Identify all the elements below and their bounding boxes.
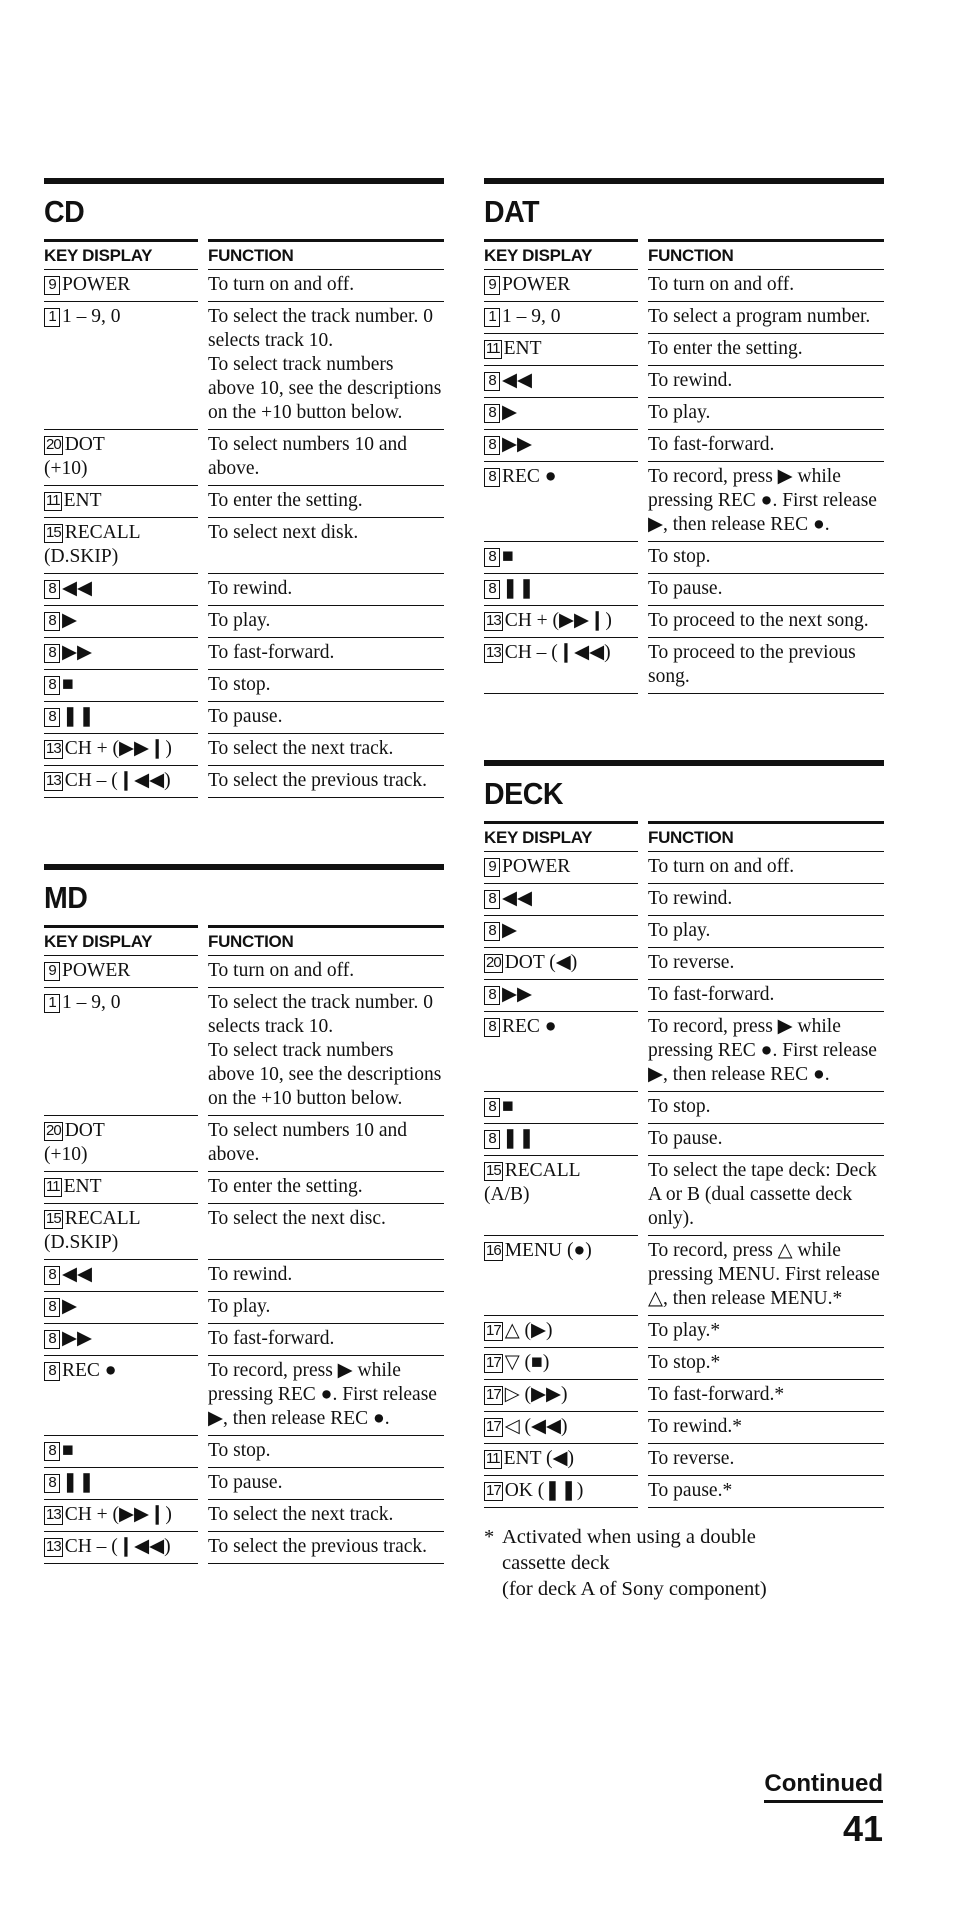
key-number-badge: 8 bbox=[484, 986, 500, 1005]
function-cell: To rewind. bbox=[648, 366, 884, 398]
key-display-cell bbox=[44, 702, 198, 734]
function-cell: To record, press ▶ while pressing REC ●. First release ▶, then release REC ●. bbox=[208, 1356, 444, 1436]
function-cell: To fast-forward. bbox=[208, 1324, 444, 1356]
key-display-cell bbox=[44, 1356, 198, 1436]
key-number-badge: 17 bbox=[486, 1386, 501, 1403]
key-number-badge: 17 bbox=[486, 1354, 501, 1371]
key-number-badge: 11 bbox=[486, 340, 500, 357]
key-number-badge: 8 bbox=[484, 372, 500, 391]
key-label: CH + (▶▶❙) bbox=[64, 738, 172, 759]
key-number-badge: 9 bbox=[484, 858, 500, 877]
function-cell: To select the previous track. bbox=[208, 1532, 444, 1564]
table-row bbox=[44, 766, 444, 798]
key-label: ■ bbox=[502, 546, 514, 567]
key-label: ◀◀ bbox=[62, 1264, 92, 1285]
function-cell: To play. bbox=[208, 606, 444, 638]
dat-section bbox=[484, 178, 884, 694]
table-row bbox=[484, 638, 884, 694]
key-label: DOT (+10) bbox=[44, 1120, 105, 1165]
key-number-badge: 20 bbox=[46, 436, 61, 453]
key-display-header: KEY DISPLAY bbox=[484, 239, 638, 270]
key-display-cell bbox=[44, 638, 198, 670]
key-display-cell bbox=[484, 1444, 638, 1476]
key-number-badge: 8 bbox=[44, 1474, 60, 1493]
function-cell: To record, press ▶ while pressing REC ●. First release ▶, then release REC ●. bbox=[648, 1012, 884, 1092]
table-row bbox=[44, 670, 444, 702]
key-display-cell bbox=[484, 980, 638, 1012]
key-display-cell bbox=[44, 988, 198, 1116]
key-display-cell bbox=[484, 302, 638, 334]
table-row bbox=[484, 948, 884, 980]
function-header: FUNCTION bbox=[648, 821, 884, 852]
key-display-cell bbox=[484, 1316, 638, 1348]
table-row bbox=[484, 334, 884, 366]
table-row bbox=[44, 734, 444, 766]
key-label: △ (▶) bbox=[504, 1320, 553, 1341]
footnote-text: Activated when using a double cassette deck (for deck A of Sony component) bbox=[502, 1526, 767, 1600]
key-label: CH – (❙◀◀) bbox=[504, 642, 611, 663]
function-cell: To turn on and off. bbox=[208, 956, 444, 988]
key-number-badge: 13 bbox=[486, 612, 501, 629]
key-table bbox=[484, 239, 884, 694]
function-cell: To select a program number. bbox=[648, 302, 884, 334]
key-label: ■ bbox=[62, 1440, 74, 1461]
key-number-badge: 13 bbox=[46, 772, 61, 789]
key-display-cell bbox=[484, 462, 638, 542]
key-number-badge: 8 bbox=[44, 676, 60, 695]
table-row bbox=[484, 1476, 884, 1508]
key-label: RECALL (D.SKIP) bbox=[44, 1208, 141, 1253]
key-label: RECALL (D.SKIP) bbox=[44, 522, 141, 567]
key-number-badge: 8 bbox=[484, 1098, 500, 1117]
key-label: MENU (●) bbox=[504, 1240, 592, 1261]
key-number-badge: 13 bbox=[46, 740, 61, 757]
key-label: ■ bbox=[62, 674, 74, 695]
key-display-cell bbox=[484, 1012, 638, 1092]
key-label: POWER bbox=[502, 856, 571, 877]
key-number-badge: 8 bbox=[44, 1442, 60, 1461]
function-cell: To play.* bbox=[648, 1316, 884, 1348]
key-display-cell bbox=[484, 638, 638, 694]
key-display-cell bbox=[44, 574, 198, 606]
key-label: ◀◀ bbox=[502, 370, 532, 391]
function-cell: To turn on and off. bbox=[648, 270, 884, 302]
key-number-badge: 1 bbox=[44, 308, 60, 327]
key-number-badge: 13 bbox=[486, 644, 501, 661]
function-cell: To play. bbox=[208, 1292, 444, 1324]
key-label: CH – (❙◀◀) bbox=[64, 1536, 171, 1557]
key-display-cell bbox=[484, 398, 638, 430]
function-cell: To reverse. bbox=[648, 948, 884, 980]
key-label: POWER bbox=[62, 274, 131, 295]
key-display-cell bbox=[484, 1156, 638, 1236]
table-row bbox=[44, 702, 444, 734]
key-display-cell bbox=[44, 1532, 198, 1564]
footnote bbox=[484, 1524, 884, 1602]
key-label: ▶▶ bbox=[62, 642, 92, 663]
function-cell: To fast-forward. bbox=[648, 980, 884, 1012]
key-label: POWER bbox=[62, 960, 131, 981]
table-row bbox=[44, 518, 444, 574]
table-row bbox=[44, 1468, 444, 1500]
function-cell: To fast-forward. bbox=[208, 638, 444, 670]
function-cell: To play. bbox=[648, 916, 884, 948]
key-display-cell bbox=[44, 1204, 198, 1260]
key-number-badge: 13 bbox=[46, 1538, 61, 1555]
function-cell: To rewind. bbox=[208, 574, 444, 606]
table-row bbox=[44, 1172, 444, 1204]
function-cell: To select the tape deck: Deck A or B (dual cassette deck only). bbox=[648, 1156, 884, 1236]
key-label: 1 – 9, 0 bbox=[502, 306, 561, 327]
key-label: ▷ (▶▶) bbox=[504, 1384, 568, 1405]
key-label: ▽ (■) bbox=[504, 1352, 550, 1373]
deck-section bbox=[484, 760, 884, 1602]
key-number-badge: 8 bbox=[484, 404, 500, 423]
key-display-cell bbox=[484, 1412, 638, 1444]
table-row bbox=[44, 1324, 444, 1356]
right-column bbox=[484, 178, 884, 1602]
key-number-badge: 17 bbox=[486, 1418, 501, 1435]
section-title: DECK bbox=[484, 776, 563, 811]
key-label: ❚❚ bbox=[502, 578, 535, 599]
table-row bbox=[484, 1444, 884, 1476]
function-cell: To play. bbox=[648, 398, 884, 430]
key-label: CH – (❙◀◀) bbox=[64, 770, 171, 791]
table-row bbox=[484, 1316, 884, 1348]
table-row bbox=[44, 1292, 444, 1324]
key-display-cell bbox=[44, 1172, 198, 1204]
function-cell: To rewind. bbox=[208, 1260, 444, 1292]
key-display-cell bbox=[484, 430, 638, 462]
table-row bbox=[484, 462, 884, 542]
key-label: 1 – 9, 0 bbox=[62, 306, 121, 327]
key-label: OK (❚❚) bbox=[504, 1480, 584, 1501]
function-cell: To pause. bbox=[648, 574, 884, 606]
key-display-cell bbox=[484, 948, 638, 980]
table-row bbox=[484, 302, 884, 334]
key-display-cell bbox=[44, 1116, 198, 1172]
continued-label: Continued bbox=[764, 1770, 883, 1803]
key-number-badge: 8 bbox=[484, 1018, 500, 1037]
key-number-badge: 1 bbox=[44, 994, 60, 1013]
key-label: ❚❚ bbox=[502, 1128, 535, 1149]
key-display-header: KEY DISPLAY bbox=[484, 821, 638, 852]
key-number-badge: 8 bbox=[484, 548, 500, 567]
key-number-badge: 1 bbox=[484, 308, 500, 327]
table-row bbox=[44, 606, 444, 638]
key-number-badge: 8 bbox=[44, 1362, 60, 1381]
key-label: ▶▶ bbox=[62, 1328, 92, 1349]
key-display-cell bbox=[44, 1260, 198, 1292]
table-row bbox=[44, 486, 444, 518]
key-number-badge: 8 bbox=[44, 612, 60, 631]
key-display-cell bbox=[44, 1468, 198, 1500]
key-label: ▶ bbox=[62, 610, 77, 631]
key-display-cell bbox=[44, 302, 198, 430]
table-row bbox=[484, 606, 884, 638]
key-display-cell bbox=[484, 1124, 638, 1156]
key-label: ENT bbox=[63, 490, 102, 511]
table-row bbox=[44, 1204, 444, 1260]
table-row bbox=[484, 1380, 884, 1412]
key-display-cell bbox=[484, 852, 638, 884]
function-cell: To pause. bbox=[648, 1124, 884, 1156]
key-display-header: KEY DISPLAY bbox=[44, 239, 198, 270]
function-cell: To pause.* bbox=[648, 1476, 884, 1508]
key-label: DOT (◀) bbox=[504, 952, 578, 973]
key-display-cell bbox=[44, 270, 198, 302]
key-number-badge: 8 bbox=[484, 580, 500, 599]
key-label: ▶ bbox=[62, 1296, 77, 1317]
key-label: POWER bbox=[502, 274, 571, 295]
table-row bbox=[44, 1260, 444, 1292]
key-display-cell bbox=[484, 1092, 638, 1124]
key-label: ENT bbox=[503, 338, 542, 359]
key-display-cell bbox=[484, 884, 638, 916]
key-number-badge: 11 bbox=[46, 492, 60, 509]
key-number-badge: 8 bbox=[484, 922, 500, 941]
key-display-cell bbox=[484, 916, 638, 948]
key-number-badge: 15 bbox=[486, 1162, 501, 1179]
key-label: ◀◀ bbox=[62, 578, 92, 599]
key-number-badge: 8 bbox=[484, 890, 500, 909]
section-title: MD bbox=[44, 880, 88, 915]
key-label: CH + (▶▶❙) bbox=[504, 610, 612, 631]
function-cell: To stop. bbox=[208, 670, 444, 702]
function-cell: To fast-forward. bbox=[648, 430, 884, 462]
function-cell: To stop.* bbox=[648, 1348, 884, 1380]
table-row bbox=[44, 1116, 444, 1172]
function-cell: To select the previous track. bbox=[208, 766, 444, 798]
table-row bbox=[484, 270, 884, 302]
function-header: FUNCTION bbox=[208, 239, 444, 270]
function-cell: To enter the setting. bbox=[648, 334, 884, 366]
table-row bbox=[44, 1356, 444, 1436]
function-cell: To proceed to the previous song. bbox=[648, 638, 884, 694]
key-table bbox=[484, 821, 884, 1508]
key-number-badge: 15 bbox=[46, 524, 61, 541]
section-title: DAT bbox=[484, 194, 540, 229]
function-cell: To select next disk. bbox=[208, 518, 444, 574]
key-display-cell bbox=[484, 366, 638, 398]
function-cell: To select the next track. bbox=[208, 734, 444, 766]
key-number-badge: 20 bbox=[46, 1122, 61, 1139]
table-row bbox=[484, 852, 884, 884]
table-row bbox=[484, 1348, 884, 1380]
function-header: FUNCTION bbox=[208, 925, 444, 956]
key-label: ■ bbox=[502, 1096, 514, 1117]
key-label: DOT (+10) bbox=[44, 434, 105, 479]
key-number-badge: 15 bbox=[46, 1210, 61, 1227]
function-cell: To turn on and off. bbox=[208, 270, 444, 302]
table-row bbox=[44, 302, 444, 430]
key-label: ❚❚ bbox=[62, 706, 95, 727]
key-display-header: KEY DISPLAY bbox=[44, 925, 198, 956]
key-number-badge: 17 bbox=[486, 1482, 501, 1499]
key-display-cell bbox=[44, 518, 198, 574]
key-display-cell bbox=[44, 486, 198, 518]
key-display-cell bbox=[484, 270, 638, 302]
table-row bbox=[484, 884, 884, 916]
key-display-cell bbox=[484, 606, 638, 638]
page-number: 41 bbox=[842, 1808, 883, 1849]
key-number-badge: 9 bbox=[484, 276, 500, 295]
key-label: REC ● bbox=[502, 1016, 557, 1037]
function-cell: To stop. bbox=[648, 542, 884, 574]
key-label: RECALL (A/B) bbox=[484, 1160, 581, 1205]
function-cell: To stop. bbox=[208, 1436, 444, 1468]
table-row bbox=[484, 574, 884, 606]
function-cell: To rewind. bbox=[648, 884, 884, 916]
key-number-badge: 20 bbox=[486, 954, 501, 971]
key-display-cell bbox=[44, 734, 198, 766]
md-section bbox=[44, 864, 444, 1564]
key-number-badge: 8 bbox=[44, 1330, 60, 1349]
table-row bbox=[484, 1412, 884, 1444]
key-label: ▶ bbox=[502, 402, 517, 423]
left-column bbox=[44, 178, 444, 1630]
key-number-badge: 11 bbox=[46, 1178, 60, 1195]
key-number-badge: 9 bbox=[44, 276, 60, 295]
key-display-cell bbox=[44, 766, 198, 798]
function-cell: To rewind.* bbox=[648, 1412, 884, 1444]
key-number-badge: 11 bbox=[486, 1450, 500, 1467]
key-number-badge: 8 bbox=[484, 436, 500, 455]
table-row bbox=[44, 1500, 444, 1532]
function-cell: To select the track number. 0 selects track 10. To select track numbers above 10, see the descriptions on the +10 button below. bbox=[208, 988, 444, 1116]
table-row bbox=[44, 1532, 444, 1564]
table-row bbox=[484, 1156, 884, 1236]
function-header: FUNCTION bbox=[648, 239, 884, 270]
function-cell: To enter the setting. bbox=[208, 1172, 444, 1204]
key-display-cell bbox=[44, 1500, 198, 1532]
function-cell: To fast-forward.* bbox=[648, 1380, 884, 1412]
key-label: CH + (▶▶❙) bbox=[64, 1504, 172, 1525]
key-display-cell bbox=[484, 1476, 638, 1508]
key-display-cell bbox=[484, 334, 638, 366]
key-display-cell bbox=[44, 1436, 198, 1468]
key-display-cell bbox=[44, 430, 198, 486]
key-number-badge: 8 bbox=[44, 1298, 60, 1317]
key-display-cell bbox=[484, 574, 638, 606]
function-cell: To select the next track. bbox=[208, 1500, 444, 1532]
function-cell: To proceed to the next song. bbox=[648, 606, 884, 638]
function-cell: To pause. bbox=[208, 1468, 444, 1500]
key-number-badge: 9 bbox=[44, 962, 60, 981]
table-row bbox=[44, 638, 444, 670]
table-row bbox=[484, 1092, 884, 1124]
cd-section bbox=[44, 178, 444, 798]
key-table bbox=[44, 239, 444, 798]
table-row bbox=[484, 916, 884, 948]
function-cell: To turn on and off. bbox=[648, 852, 884, 884]
function-cell: To reverse. bbox=[648, 1444, 884, 1476]
key-label: 1 – 9, 0 bbox=[62, 992, 121, 1013]
key-display-cell bbox=[44, 606, 198, 638]
key-label: ENT bbox=[63, 1176, 102, 1197]
key-number-badge: 8 bbox=[44, 708, 60, 727]
key-display-cell bbox=[44, 1324, 198, 1356]
table-row bbox=[484, 1124, 884, 1156]
key-label: REC ● bbox=[502, 466, 557, 487]
footnote-mark: * bbox=[484, 1526, 495, 1548]
key-table bbox=[44, 925, 444, 1564]
function-cell: To select the next disc. bbox=[208, 1204, 444, 1260]
key-number-badge: 13 bbox=[46, 1506, 61, 1523]
key-display-cell bbox=[44, 670, 198, 702]
key-label: ENT (◀) bbox=[503, 1448, 574, 1469]
key-number-badge: 8 bbox=[44, 580, 60, 599]
key-number-badge: 8 bbox=[44, 1266, 60, 1285]
key-label: ❚❚ bbox=[62, 1472, 95, 1493]
table-row bbox=[44, 1436, 444, 1468]
section-title: CD bbox=[44, 194, 85, 229]
key-label: ▶▶ bbox=[502, 984, 532, 1005]
table-row bbox=[484, 398, 884, 430]
key-label: ▶ bbox=[502, 920, 517, 941]
function-cell: To record, press △ while pressing MENU. First release △, then release MENU.* bbox=[648, 1236, 884, 1316]
key-display-cell bbox=[484, 1348, 638, 1380]
key-number-badge: 8 bbox=[484, 468, 500, 487]
key-label: ◀◀ bbox=[502, 888, 532, 909]
function-cell: To pause. bbox=[208, 702, 444, 734]
function-cell: To record, press ▶ while pressing REC ●. First release ▶, then release REC ●. bbox=[648, 462, 884, 542]
key-display-cell bbox=[44, 956, 198, 988]
function-cell: To select numbers 10 and above. bbox=[208, 430, 444, 486]
key-display-cell bbox=[484, 542, 638, 574]
key-number-badge: 8 bbox=[44, 644, 60, 663]
key-label: REC ● bbox=[62, 1360, 117, 1381]
function-cell: To enter the setting. bbox=[208, 486, 444, 518]
key-label: ▶▶ bbox=[502, 434, 532, 455]
table-row bbox=[484, 1012, 884, 1092]
table-row bbox=[44, 574, 444, 606]
function-cell: To stop. bbox=[648, 1092, 884, 1124]
function-cell: To select the track number. 0 selects track 10. To select track numbers above 10, see the descriptions on the +10 button below. bbox=[208, 302, 444, 430]
key-display-cell bbox=[484, 1236, 638, 1316]
key-number-badge: 16 bbox=[486, 1242, 501, 1259]
key-display-cell bbox=[484, 1380, 638, 1412]
table-row bbox=[484, 366, 884, 398]
function-cell: To select numbers 10 and above. bbox=[208, 1116, 444, 1172]
table-row bbox=[44, 270, 444, 302]
table-row bbox=[44, 956, 444, 988]
table-row bbox=[484, 1236, 884, 1316]
table-row bbox=[484, 542, 884, 574]
table-row bbox=[484, 430, 884, 462]
key-number-badge: 17 bbox=[486, 1322, 501, 1339]
key-label: ◁ (◀◀) bbox=[504, 1416, 568, 1437]
table-row bbox=[44, 988, 444, 1116]
key-number-badge: 8 bbox=[484, 1130, 500, 1149]
key-display-cell bbox=[44, 1292, 198, 1324]
table-row bbox=[44, 430, 444, 486]
table-row bbox=[484, 980, 884, 1012]
